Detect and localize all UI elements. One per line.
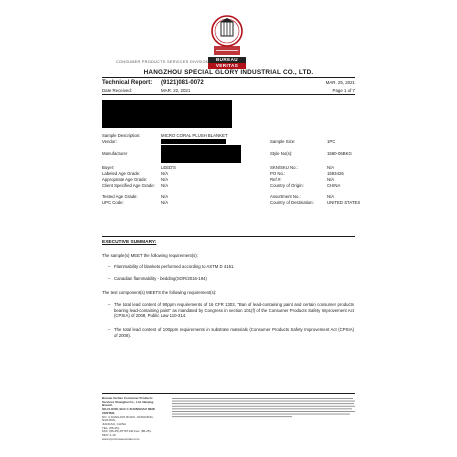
footer-line: TEL: (86-25)-: [102, 425, 120, 430]
division-label: CONSUMER PRODUCTS SERVICES DIVISION: [116, 60, 209, 64]
seal-icon: [208, 14, 246, 57]
footer-address: [102, 397, 164, 441]
summary-bullet-3: The total lead content of 90ppm requirements of 16 CFR 1303, "Ban of lead-containing paint and certain consumer products bearing lead-containing paint" as mandated by Congress in section 101(f) of the Consumer Products Safety Improvement Act (CPSIA) of 2008, Public Law 110-314.: [114, 302, 354, 319]
style-no-label: Style No(s):: [270, 151, 293, 156]
technical-report-number: (9121)081-0072: [161, 80, 204, 86]
executive-summary-title: EXECUTIVE SUMMARY:: [102, 240, 157, 245]
ref-label: Ref.#:: [270, 177, 282, 182]
appropriate-age-label: Appropriate Age Grade:: [102, 177, 148, 182]
sample-size-value: 1PC: [327, 139, 336, 144]
header-rule: [102, 77, 355, 78]
footer-line: Branch: [102, 403, 113, 408]
bullet-icon: –: [108, 264, 111, 269]
bullet-icon: –: [108, 327, 111, 332]
footer-legal-text: [172, 398, 355, 422]
report-date: MAR. 25, 2021: [325, 80, 355, 85]
client-age-label: Client Specified Age Grade:: [102, 183, 155, 188]
footer-line: Bureau Veritas Consumer Products: [102, 396, 153, 400]
labeled-age-label: Labeled Age Grade:: [102, 171, 141, 176]
footer-line: CENTER,: [102, 410, 116, 415]
ref-value: N/A: [327, 177, 335, 182]
sample-size-label: Sample Size:: [270, 139, 296, 144]
sku-label: SKN/SKU No.:: [270, 165, 298, 170]
footer-line: Services Shanghai Co., Ltd. Nanjing: [102, 399, 154, 404]
summary-intro-1: The sample(s) MEET the following requirement(s):: [102, 253, 198, 258]
footer-rule: [102, 393, 355, 394]
vendor-label: Vendor:: [102, 139, 117, 144]
footer-line: www.cps.bureauveritas.com: [102, 436, 140, 441]
summary-intro-2: The test component(s) MEETS the following requirement(s):: [102, 290, 217, 295]
footer-line: 9th FLOOR, BLK C ZHONGDAO NEW: [102, 407, 155, 412]
sample-label: Sample Description:: [102, 133, 141, 138]
assortment-label: Assortment No.:: [270, 194, 301, 199]
summary-bullet-4: The total lead content of 100ppm requirements in substrate materials (Consumer Products Safety Improvement Act (CPSIA) of 2008).: [114, 327, 354, 338]
footer-line: 5407-1-16: [102, 433, 116, 438]
client-age-value: N/A: [161, 183, 169, 188]
footer-line: NO. 4 JIANGJUN ROAD, JIANGNING: [102, 414, 153, 419]
technical-report-label: Technical Report:: [102, 80, 153, 86]
buyer-value: LEED'S: [161, 165, 176, 170]
date-received-label: Date Received:: [102, 88, 133, 93]
assortment-value: N/A: [327, 194, 335, 199]
po-value: 1593426: [327, 171, 344, 176]
header-rule-bottom: [102, 94, 355, 95]
upc-value: N/A: [161, 200, 169, 205]
page-number: Page 1 of 7: [332, 88, 355, 93]
date-received-value: MAR. 22, 2021: [161, 88, 191, 93]
upc-label: UPC Code:: [102, 200, 124, 205]
buyer-label: Buyer:: [102, 165, 115, 170]
summary-bullet-2: Canadian flammability - bedding(SOR/2016-194): [114, 276, 207, 281]
origin-value: CHINA: [327, 183, 341, 188]
origin-label: Country of Origin:: [270, 183, 304, 188]
redacted-manufacturer: [161, 145, 241, 163]
appropriate-age-value: N/A: [161, 177, 169, 182]
logo-word-bureau: BUREAU: [208, 57, 246, 63]
footer-line: NANJING,: [102, 418, 117, 423]
bureau-veritas-logo: [208, 14, 246, 68]
destination-value: UNITED STATES: [327, 200, 361, 205]
sku-value: N/A: [327, 165, 335, 170]
footer-line: JIANGSU, CHINA: [102, 421, 127, 426]
logo-word-veritas: VERITAS: [208, 63, 246, 69]
labeled-age-value: N/A: [161, 171, 169, 176]
sample-value: MICRO CORAL PLUSH BLANKET: [161, 133, 228, 138]
destination-label: Country of Destination:: [270, 200, 314, 205]
bullet-icon: –: [108, 276, 111, 281]
redacted-vendor: [161, 139, 226, 144]
po-label: PO No.:: [270, 171, 286, 176]
style-no-value: 1580-06BKG: [327, 151, 352, 156]
bullet-icon: –: [108, 302, 111, 307]
manufacturer-label: Manufacturer: [102, 151, 128, 156]
tested-age-label: Tested Age Grade:: [102, 194, 138, 199]
tested-age-value: N/A: [161, 194, 169, 199]
redacted-address: [102, 100, 232, 128]
company-name: HANGZHOU SPECIAL GLORY INDUSTRIAL CO., LTD.: [143, 69, 314, 76]
summary-bullet-1: Flammability of blankets performed according to ASTM D 4151.: [114, 264, 235, 269]
section-rule: [102, 236, 355, 237]
footer-line: FAX: (86-25)-87767140 Fax: (86-25)-: [102, 429, 152, 434]
